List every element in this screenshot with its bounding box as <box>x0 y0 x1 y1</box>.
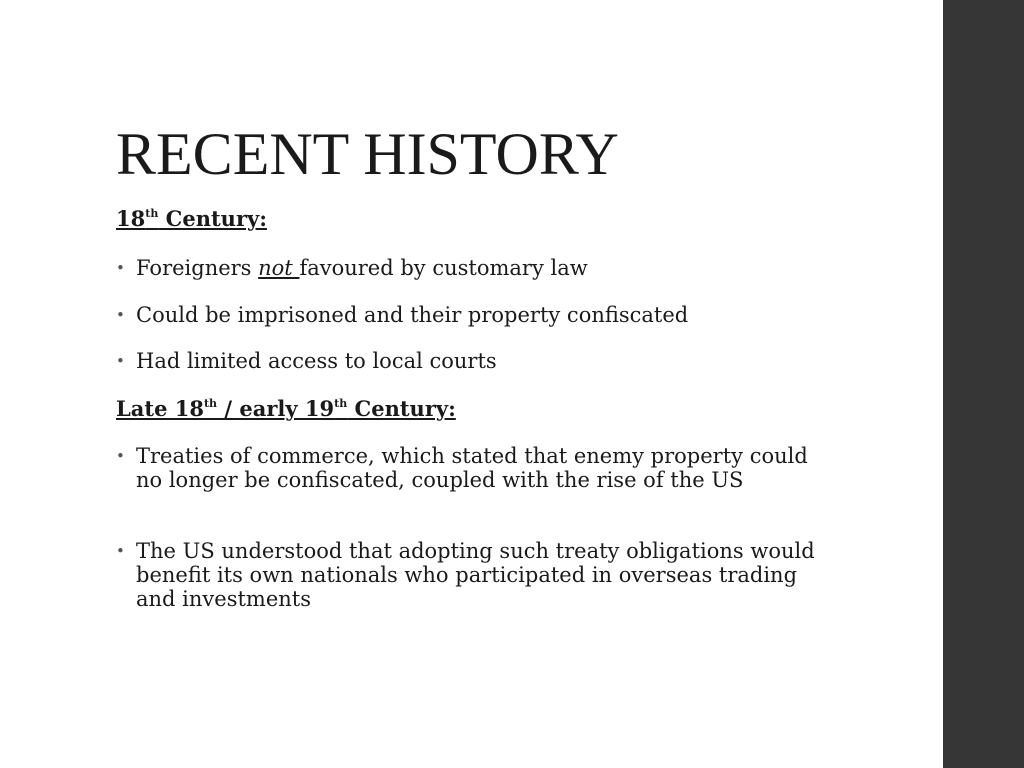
heading-text: Late 18 <box>116 396 204 421</box>
bullet-icon: • <box>116 447 125 465</box>
bullet-emphasis: not <box>258 256 300 280</box>
section-heading-late-18th-century <box>116 396 456 422</box>
heading-superscript: th <box>145 207 159 220</box>
bullet-text: Treaties of commerce, which stated that enemy property could no longer be confiscated, coupled with the rise of the US <box>136 444 808 492</box>
heading-text: Century: <box>347 396 456 421</box>
heading-superscript: th <box>334 397 348 410</box>
bullet-text <box>136 256 816 280</box>
bullet-item <box>116 444 816 492</box>
side-bar <box>943 0 1024 768</box>
heading-superscript: th <box>203 397 218 410</box>
bullet-text-part: favoured by customary law <box>299 256 588 280</box>
section-heading-18th-century <box>116 206 267 232</box>
heading-text: Century: <box>158 206 267 231</box>
bullet-text: The US understood that adopting such treaty obligations would benefit its own nationals who participated in overseas trading and investments <box>136 539 815 611</box>
bullet-icon: • <box>116 542 125 560</box>
bullet-item <box>116 349 816 373</box>
heading-text: 18 <box>116 206 146 231</box>
bullet-item <box>116 303 816 327</box>
bullet-item <box>116 256 816 280</box>
slide-title: RECENT HISTORY <box>116 121 619 187</box>
bullet-text-part: Foreigners <box>136 256 259 280</box>
bullet-text: Could be imprisoned and their property confiscated <box>136 303 689 327</box>
bullet-icon: • <box>116 352 125 370</box>
bullet-text: Had limited access to local courts <box>136 349 497 373</box>
bullet-item <box>116 539 816 611</box>
bullet-icon: • <box>116 259 125 277</box>
heading-text: / early 19 <box>217 396 335 421</box>
bullet-icon: • <box>116 306 125 324</box>
